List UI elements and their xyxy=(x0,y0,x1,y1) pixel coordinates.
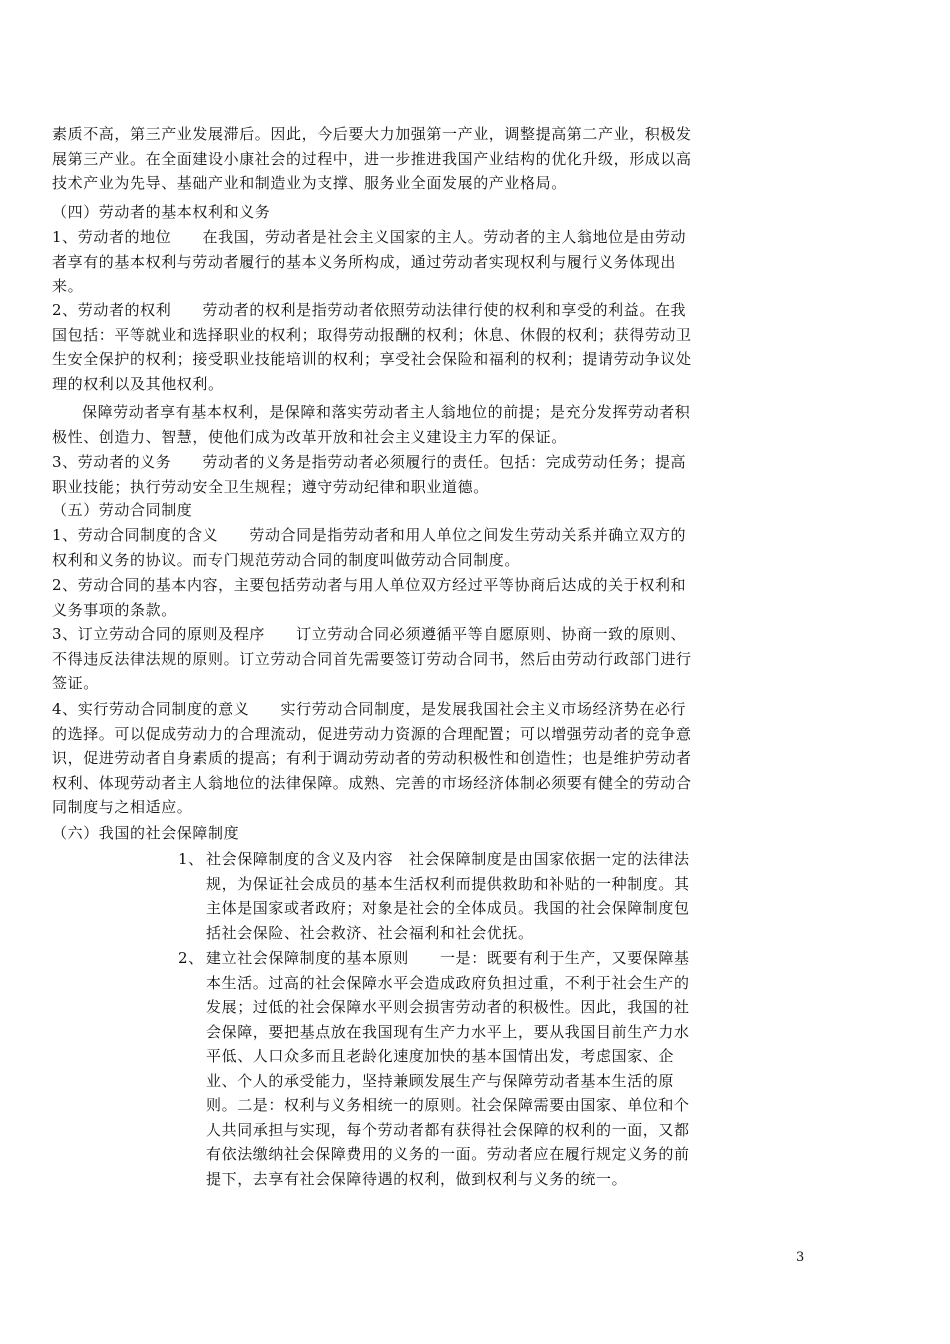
paragraph-worker-status: 1、劳动者的地位 在我国，劳动者是社会主义国家的主人。劳动者的主人翁地位是由劳动者享有的基本权利与劳动者履行的基本义务所构成，通过劳动者实现权利与履行义务体现出来。 xyxy=(52,228,687,295)
list-item-number: 2、 xyxy=(178,949,204,967)
list-item-number: 1、 xyxy=(178,850,204,868)
page-number: 3 xyxy=(796,1250,805,1265)
heading-section-5: （五）劳动合同制度 xyxy=(52,501,193,519)
paragraph-worker-rights: 2、劳动者的权利 劳动者的权利是指劳动者依照劳动法律行使的权利和享受的利益。在我国包括：平等就业和选择职业的权利；取得劳动报酬的权利；休息、休假的权利；获得劳动卫生安全保护的权利；接受职业技能培训的权利；享受社会保险和福利的权利；提请劳动争议处理的权利以及其他权利。 xyxy=(52,301,692,393)
list-item-text: 建立社会保障制度的基本原则 一是：既要有利于生产，又要保障基本生活。过高的社会保障水平会造成政府负担过重，不利于社会生产的发展；过低的社会保障水平则会损害劳动者的积极性。因此，我国的社会保障，要把基点放在我国现有生产力水平上，要从我国目前生产力水平低、人口众多而且老龄化速度加快的基本国情出发，考虑国家、企业、个人的承受能力，坚持兼顾发展生产与保障劳动者基本生活的原则。二是：权利与义务相统一的原则。社会保障需要由国家、单位和个人共同承担与实现，每个劳动者都有获得社会保障的权利的一面，又都有依法缴纳社会保障费用的义务的一面。劳动者应在履行规定义务的前提下，去享有社会保障待遇的权利，做到权利与义务的统一。 xyxy=(206,949,690,1188)
paragraph-contract-principles: 3、订立劳动合同的原则及程序 订立劳动合同必须遵循平等自愿原则、协商一致的原则、不得违反法律法规的原则。订立劳动合同首先需要签订劳动合同书，然后由劳动行政部门进行签证。 xyxy=(52,625,692,692)
paragraph-contract-meaning: 1、劳动合同制度的含义 劳动合同是指劳动者和用人单位之间发生劳动关系并确立双方的权利和义务的协议。而专门规范劳动合同的制度叫做劳动合同制度。 xyxy=(52,526,687,569)
heading-section-6: （六）我国的社会保障制度 xyxy=(52,824,240,842)
paragraph-contract-content: 2、劳动合同的基本内容，主要包括劳动者与用人单位双方经过平等协商后达成的关于权利和义务事项的条款。 xyxy=(52,576,687,619)
paragraph-industry-structure: 素质不高，第三产业发展滞后。因此，今后要大力加强第一产业，调整提高第二产业，积极发展第三产业。在全面建设小康社会的过程中，进一步推进我国产业结构的优化升级，形成以高技术产业为先导、基础产业和制造业为支撑、服务业全面发展的产业格局。 xyxy=(52,125,692,192)
paragraph-worker-duties: 3、劳动者的义务 劳动者的义务是指劳动者必须履行的责任。包括：完成劳动任务；提高职业技能；执行劳动安全卫生规程；遵守劳动纪律和职业道德。 xyxy=(52,453,687,496)
list-item-text: 社会保障制度的含义及内容 社会保障制度是由国家依据一定的法律法规，为保证社会成员的基本生活权利而提供救助和补贴的一种制度。其主体是国家或者政府；对象是社会的全体成员。我国的社会保障制度包括社会保险、社会救济、社会福利和社会优抚。 xyxy=(206,850,690,942)
paragraph-rights-guarantee: 保障劳动者享有基本权利，是保障和落实劳动者主人翁地位的前提；是充分发挥劳动者积极性、创造力、智慧，使他们成为改革开放和社会主义建设主力军的保证。 xyxy=(52,403,691,446)
heading-section-4: （四）劳动者的基本权利和义务 xyxy=(52,203,271,221)
paragraph-contract-significance: 4、实行劳动合同制度的意义 实行劳动合同制度，是发展我国社会主义市场经济势在必行的选择。可以促成劳动力的合理流动，促进劳动力资源的合理配置；可以增强劳动者的竞争意识，促进劳动者自身素质的提高；有利于调动劳动者的劳动积极性和创造性；也是维护劳动者权利、体现劳动者主人翁地位的法律保障。成熟、完善的市场经济体制必须要有健全的劳动合同制度与之相适应。 xyxy=(52,700,692,816)
